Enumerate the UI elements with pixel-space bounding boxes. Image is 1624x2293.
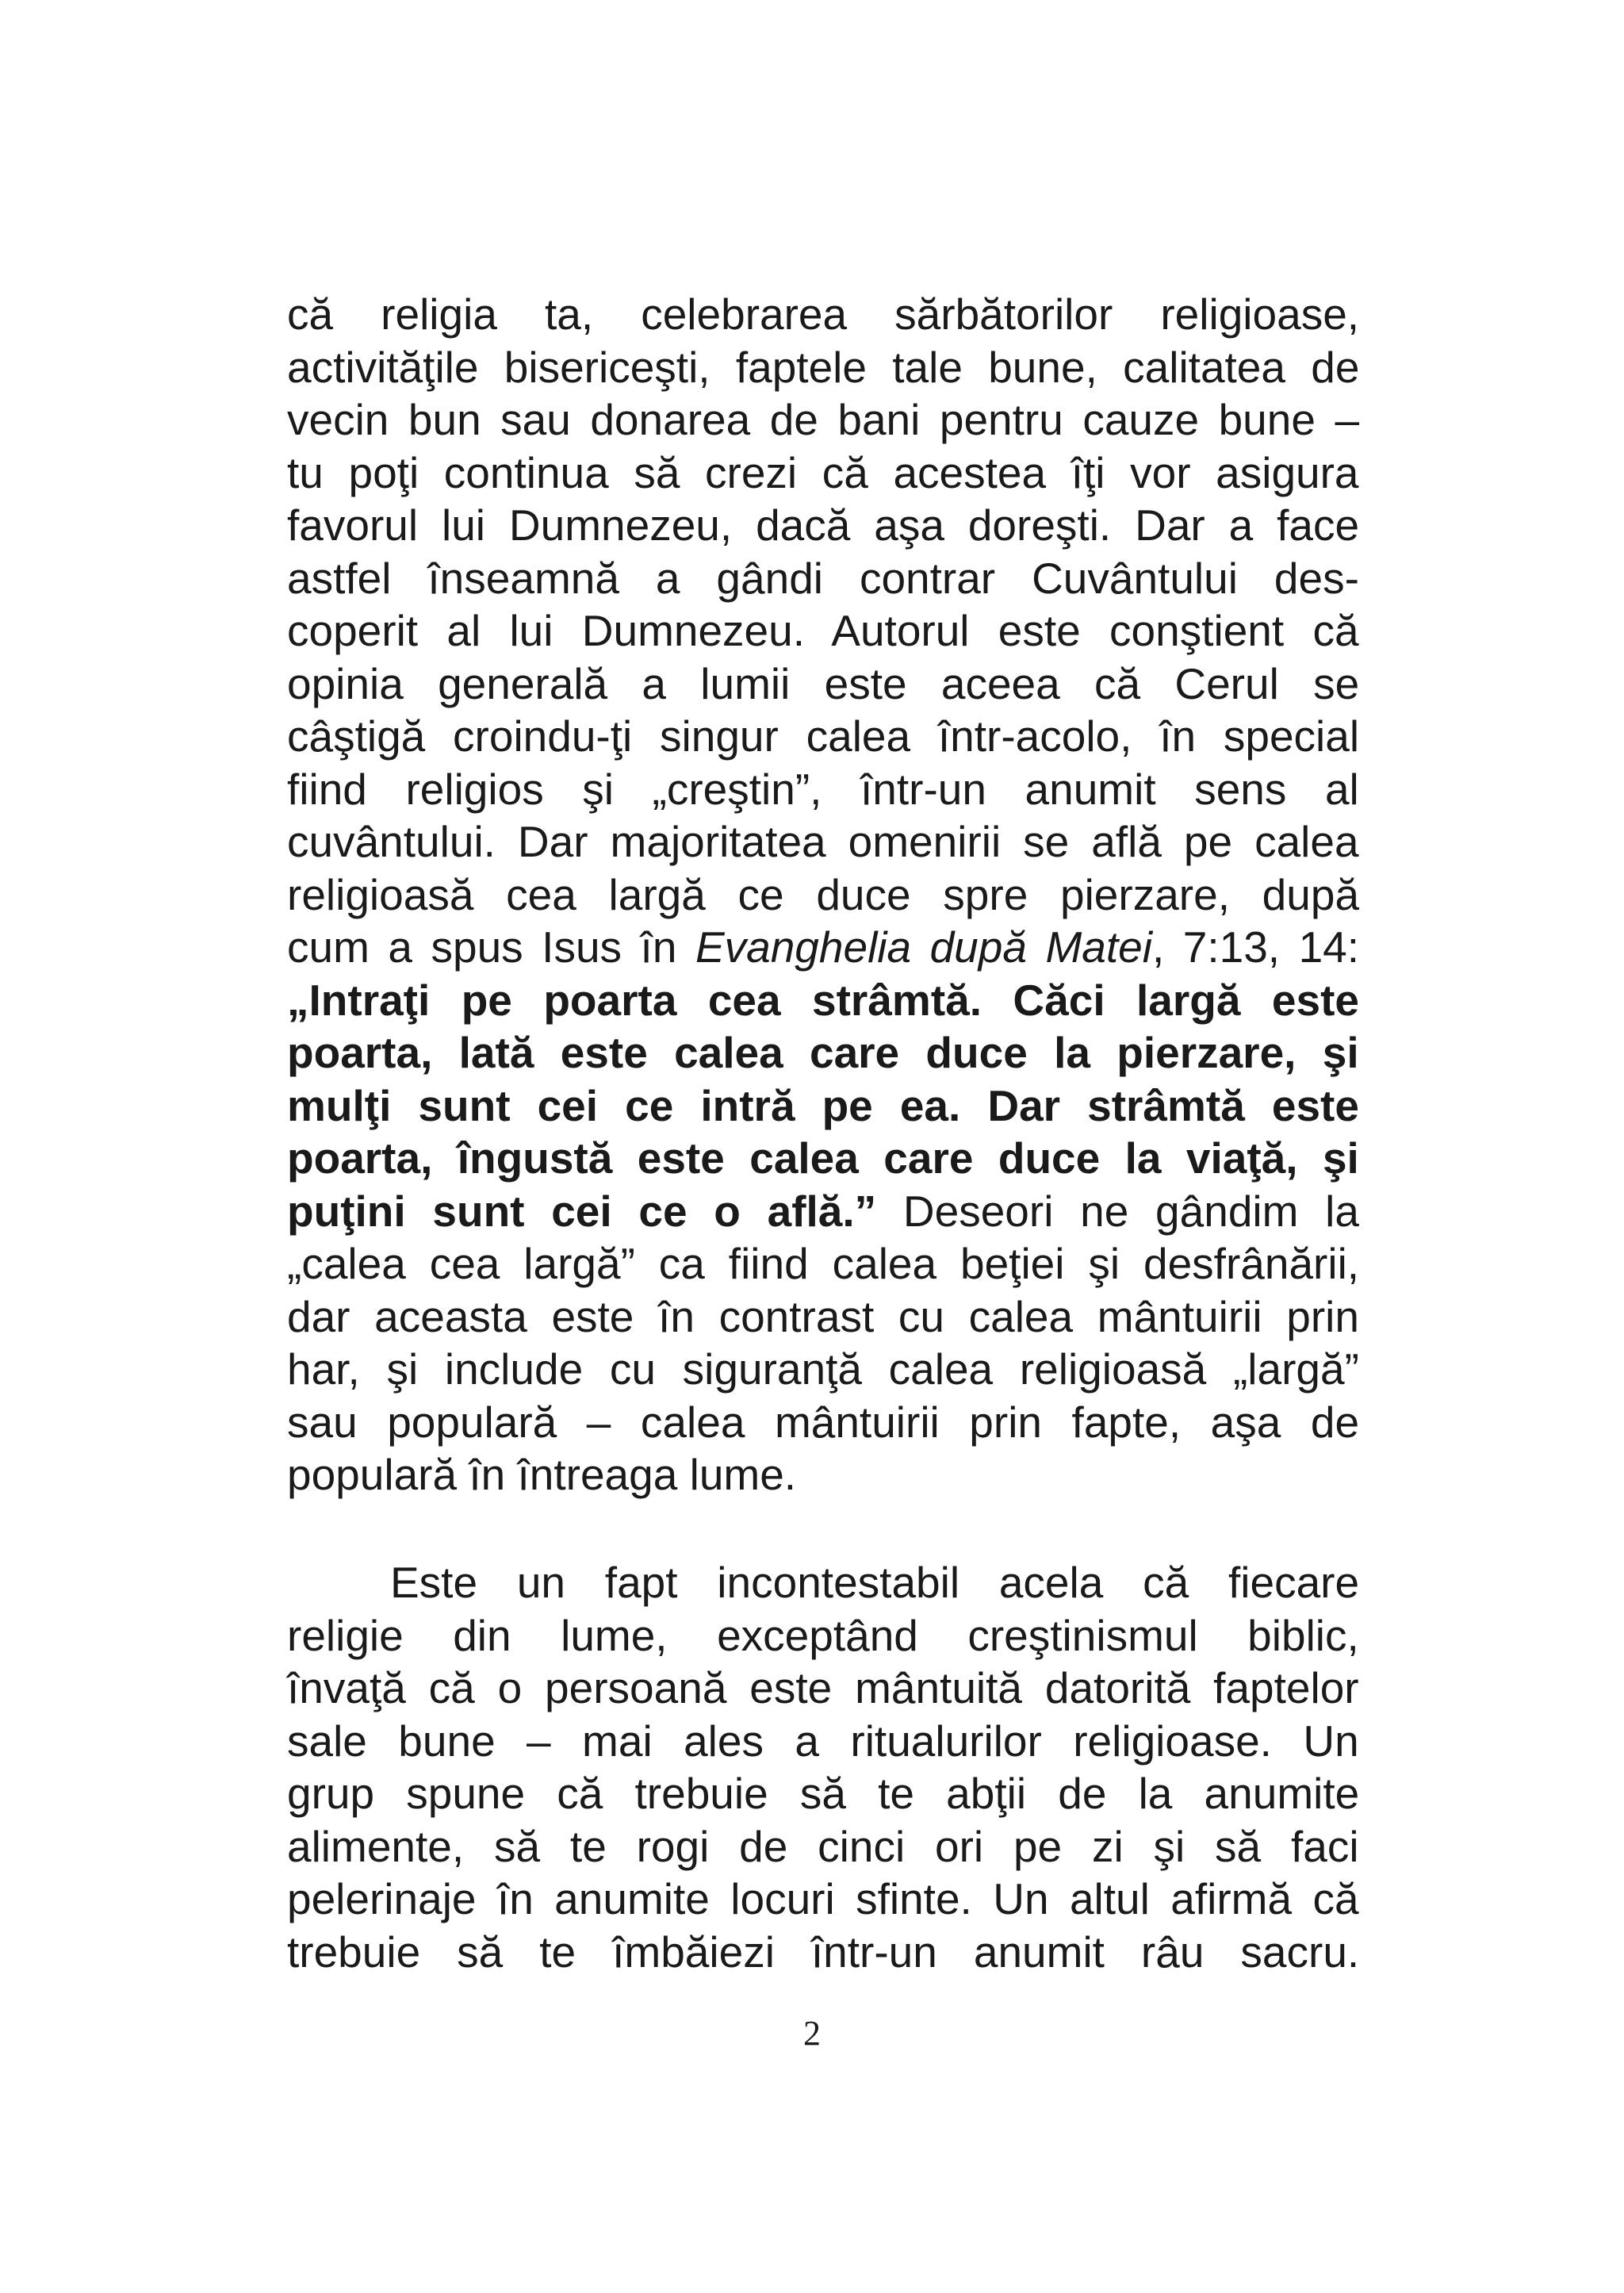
text-line: vecin bun sau donarea de bani pentru cauze bune –	[287, 395, 1360, 444]
book-reference: Evanghelia după Matei	[695, 922, 1152, 972]
page-number: 2	[803, 2014, 821, 2053]
text-line: fiind religios şi „creştin”, într-un anumit sens al	[287, 764, 1359, 814]
text-line: trebuie să te îmbăiezi într-un anumit râu sacru.	[287, 1927, 1360, 1977]
bible-quote-end: puţini sunt cei ce o află.”	[287, 1186, 877, 1236]
text-line: învaţă că o persoană este mântuită datorită faptelor	[287, 1663, 1359, 1712]
text-line: opinia generală a lumii este aceea că Cerul se	[287, 658, 1360, 708]
text-line: religioasă cea largă ce duce spre pierzare, după	[287, 869, 1360, 919]
text-line: activităţile bisericeşti, faptele tale bune, calitatea de	[287, 342, 1360, 392]
text-line: religie din lume, exceptând creştinismul biblic,	[287, 1610, 1359, 1660]
text-line: că religia ta, celebrarea sărbătorilor religioase,	[287, 290, 1360, 339]
text-line: tu poţi continua să crezi că acestea îţi vor asigura	[287, 447, 1359, 497]
text-line: Este un fapt incontestabil acela că fiecare	[390, 1558, 1360, 1607]
text-line: har, şi include cu siguranţă calea religioasă „largă”	[287, 1344, 1359, 1394]
text-line: câştigă croindu-ţi singur calea într-acolo, în special	[287, 711, 1360, 761]
text-line: favorul lui Dumnezeu, dacă aşa doreşti. Dar a face	[287, 500, 1360, 550]
text-line: cum a spus Isus în Evanghelia după Matei, 7:13, 14:	[287, 922, 1360, 972]
text-line: sale bune – mai ales a ritualurilor religioase. Un	[287, 1716, 1359, 1766]
text-line: dar aceasta este în contrast cu calea mântuirii prin	[287, 1291, 1359, 1341]
text-line: coperit al lui Dumnezeu. Autorul este conştient că	[287, 606, 1359, 655]
bible-quote-line: „Intraţi pe poarta cea strâmtă. Căci largă este	[287, 975, 1359, 1025]
bible-quote-line: poarta, îngustă este calea care duce la viaţă, şi	[287, 1133, 1359, 1183]
text-line: grup spune că trebuie să te abţii de la anumite	[287, 1769, 1360, 1818]
bible-quote-line: mulţi sunt cei ce intră pe ea. Dar strâmtă este	[287, 1080, 1359, 1130]
text-line: populară în întreaga lume.	[287, 1450, 797, 1499]
text-line: cuvântului. Dar majoritatea omenirii se află pe calea	[287, 817, 1359, 866]
text-line: astfel înseamnă a gândi contrar Cuvântului des-	[287, 553, 1359, 603]
text-line: pelerinaje în anumite locuri sfinte. Un altul afirmă că	[287, 1874, 1359, 1923]
bible-quote-line: poarta, lată este calea care duce la pierzare, şi	[287, 1028, 1359, 1077]
paragraph-2	[287, 1556, 1359, 1978]
text-line: „calea cea largă” ca fiind calea beţiei şi desfrânării,	[287, 1239, 1360, 1288]
text-line: puţini sunt cei ce o află.” Deseori ne gândim la	[287, 1186, 1359, 1236]
paragraph-1	[287, 288, 1359, 1501]
text-line: sau populară – calea mântuirii prin fapte, aşa de	[287, 1397, 1360, 1447]
text-line: alimente, să te rogi de cinci ori pe zi şi să faci	[287, 1821, 1359, 1871]
